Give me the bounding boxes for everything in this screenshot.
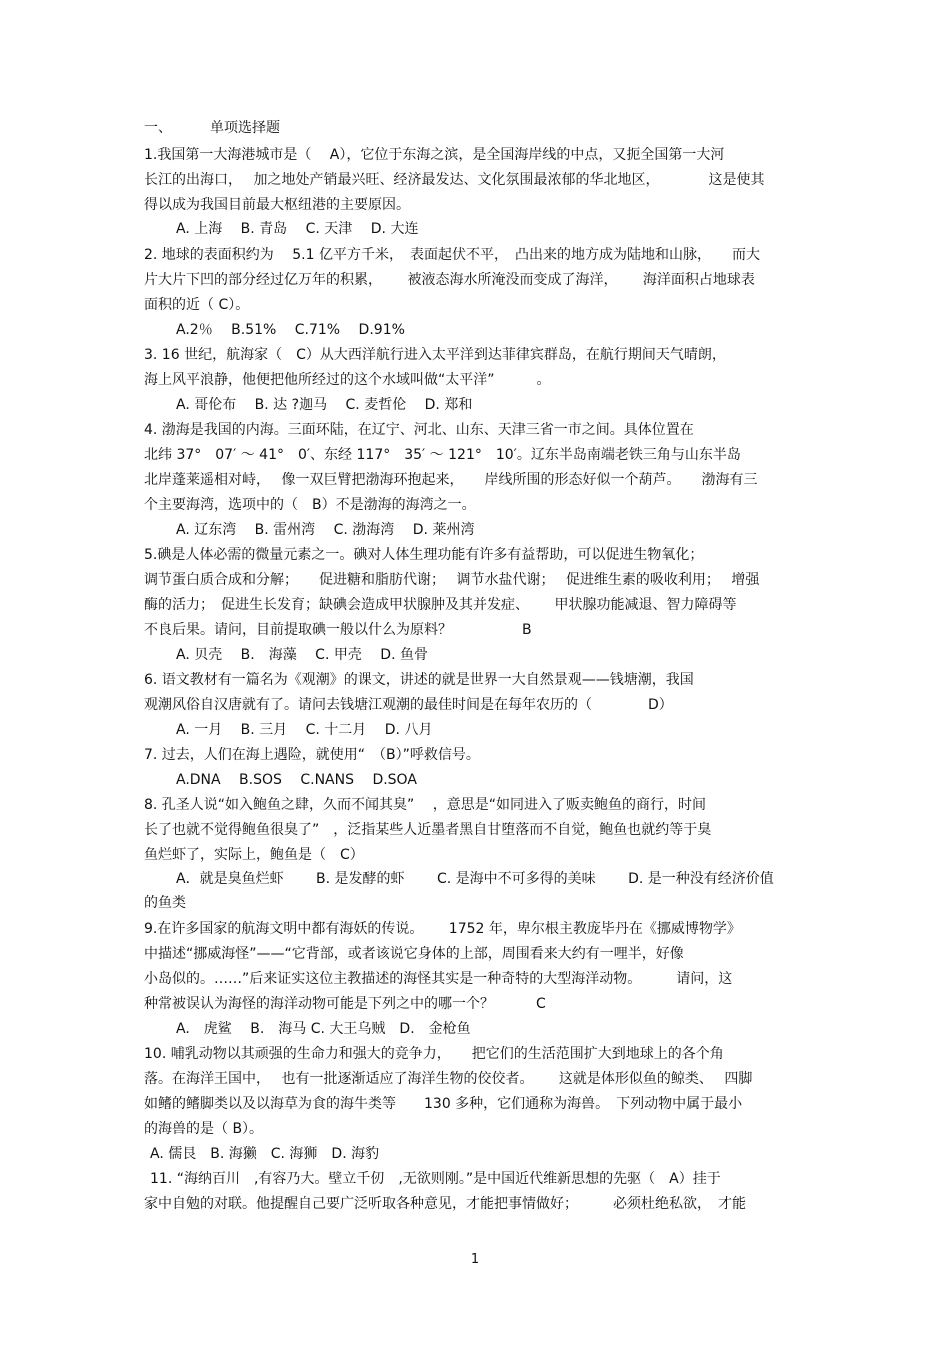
question-line: 的鱼类: [144, 895, 186, 911]
answer-options: A.DNA B.SOS C.NANS D.SOA: [176, 772, 417, 788]
question-line: 种常被误认为海怪的海洋动物可能是下列之中的哪一个？ C: [144, 996, 546, 1012]
question-line: 观潮风俗自汉唐就有了。请问去钱塘江观潮的最佳时间是在每年农历的（ D）: [144, 697, 673, 713]
question-line: 长了也就不觉得鲍鱼很臭了” ，泛指某些人近墨者黑自甘堕落而不自觉，鲍鱼也就约等于臭: [144, 822, 712, 838]
page-number: 1: [470, 1252, 480, 1267]
answer-options: A. 哥伦布 B. 达 ?迦马 C. 麦哲伦 D. 郑和: [176, 397, 473, 413]
answer-options: A.2％ B.51% C.71% D.91%: [176, 322, 405, 338]
question-line: 得以成为我国目前最大枢纽港的主要原因。: [144, 197, 410, 213]
question-line: 8. 孔圣人说“如入鲍鱼之肆，久而不闻其臭” ，意思是“如同进入了贩卖鲍鱼的商行，时间: [144, 797, 707, 813]
question-line: 1.我国第一大海港城市是（ A），它位于东海之滨，是全国海岸线的中点，又扼全国第一大河: [144, 147, 725, 163]
answer-options: A. 上海 B. 青岛 C. 天津 D. 大连: [176, 221, 419, 237]
question-line: 10. 哺乳动物以其顽强的生命力和强大的竞争力， 把它们的生活范围扩大到地球上的各个角: [144, 1046, 724, 1062]
question-line: 小岛似的。……”后来证实这位主教描述的海怪其实是一种奇特的大型海洋动物。 请问，这: [144, 971, 733, 987]
section-title: 单项选择题: [210, 120, 280, 136]
question-line: 北纬 37° 07′ ～ 41° 0′、东经 117° 35′ ～ 121° 10′。辽东半岛南端老铁三角与山东半岛: [144, 447, 741, 463]
question-line: 面积的近（ C）。: [144, 297, 250, 313]
answer-options: A．就是臭鱼烂虾 B. 是发酵的虾 C. 是海中不可多得的美味 D. 是一种没有经济价值: [176, 871, 774, 887]
question-line: 4. 渤海是我国的内海。三面环陆，在辽宁、河北、山东、天津三省一市之间。具体位置在: [144, 422, 694, 438]
question-line: 酶的活力； 促进生长发育；缺碘会造成甲状腺肿及其并发症、 甲状腺功能减退、智力障碍等: [144, 597, 737, 613]
question-line: 11. “海纳百川 ,有容乃大。壁立千仞 ,无欲则刚。”是中国近代维新思想的先驱（ A）挂于: [150, 1171, 721, 1187]
question-line: 长江的出海口， 加之地处产销最兴旺、经济最发达、文化氛围最浓郁的华北地区， 这是使其: [144, 172, 765, 188]
question-line: 个主要海湾，选项中的（ B）不是渤海的海湾之一。: [144, 497, 476, 513]
question-line: 中描述“挪威海怪”——“它背部，或者该说它身体的上部，周围看来大约有一哩半，好像: [144, 946, 684, 962]
answer-options: A. 虎鲨 B. 海马 C. 大王乌贼 D. 金枪鱼: [176, 1021, 471, 1037]
question-line: 6. 语文教材有一篇名为《观潮》的课文，讲述的就是世界一大自然景观——钱塘潮，我国: [144, 672, 694, 688]
question-line: 7. 过去，人们在海上遇险，就使用“ （B）”呼救信号。: [144, 747, 480, 763]
question-line: 如鳍的鳍脚类以及以海草为食的海牛类等 130 多种，它们通称为海兽。 下列动物中属于最小: [144, 1096, 743, 1112]
answer-options: A. 一月 B. 三月 C. 十二月 D. 八月: [176, 722, 433, 738]
question-line: 落。在海洋王国中， 也有一批逐渐适应了海洋生物的佼佼者。 这就是体形似鱼的鲸类、 四脚: [144, 1071, 753, 1087]
question-line: 海上风平浪静，他便把他所经过的这个水域叫做“太平洋” 。: [144, 372, 551, 388]
answer-options: A. 贝壳 B. 海藻 C. 甲壳 D. 鱼骨: [176, 647, 428, 663]
question-line: 2. 地球的表面积约为 5.1 亿平方千米， 表面起伏不平， 凸出来的地方成为陆地和山脉， 而大: [144, 247, 760, 263]
question-line: 不良后果。请问，目前提取碘一般以什么为原料？ B: [144, 622, 532, 638]
question-line: 5.碘是人体必需的微量元素之一。碘对人体生理功能有许多有益帮助，可以促进生物氧化；: [144, 547, 704, 563]
answer-options: A. 儒艮 B. 海獭 C. 海狮 D. 海豹: [150, 1146, 380, 1162]
question-line: 调节蛋白质合成和分解； 促进糖和脂肪代谢； 调节水盐代谢； 促进维生素的吸收利用； 增强: [144, 572, 760, 588]
question-line: 9.在许多国家的航海文明中都有海妖的传说。 1752 年，卑尔根主教庞毕丹在《挪威博物学》: [144, 921, 741, 937]
question-line: 鱼烂虾了，实际上，鲍鱼是（ C）: [144, 847, 364, 863]
question-line: 北岸蓬莱遥相对峙， 像一双巨臂把渤海环抱起来， 岸线所围的形态好似一个葫芦。 渤海有三: [144, 472, 758, 488]
question-line: 的海兽的是（ B）。: [144, 1121, 264, 1137]
section-number: 一、: [144, 120, 172, 136]
answer-options: A. 辽东湾 B. 雷州湾 C. 渤海湾 D. 莱州湾: [176, 522, 475, 538]
question-line: 家中自勉的对联。他提醒自己要广泛听取各种意见，才能把事情做好； 必须杜绝私欲， 才能: [144, 1196, 746, 1212]
question-line: 片大片下凹的部分经过亿万年的积累， 被液态海水所淹没而变成了海洋， 海洋面积占地球表: [144, 272, 755, 288]
question-line: 3. 16 世纪，航海家（ C）从大西洋航行进入太平洋到达菲律宾群岛，在航行期间天气晴朗，: [144, 347, 726, 363]
